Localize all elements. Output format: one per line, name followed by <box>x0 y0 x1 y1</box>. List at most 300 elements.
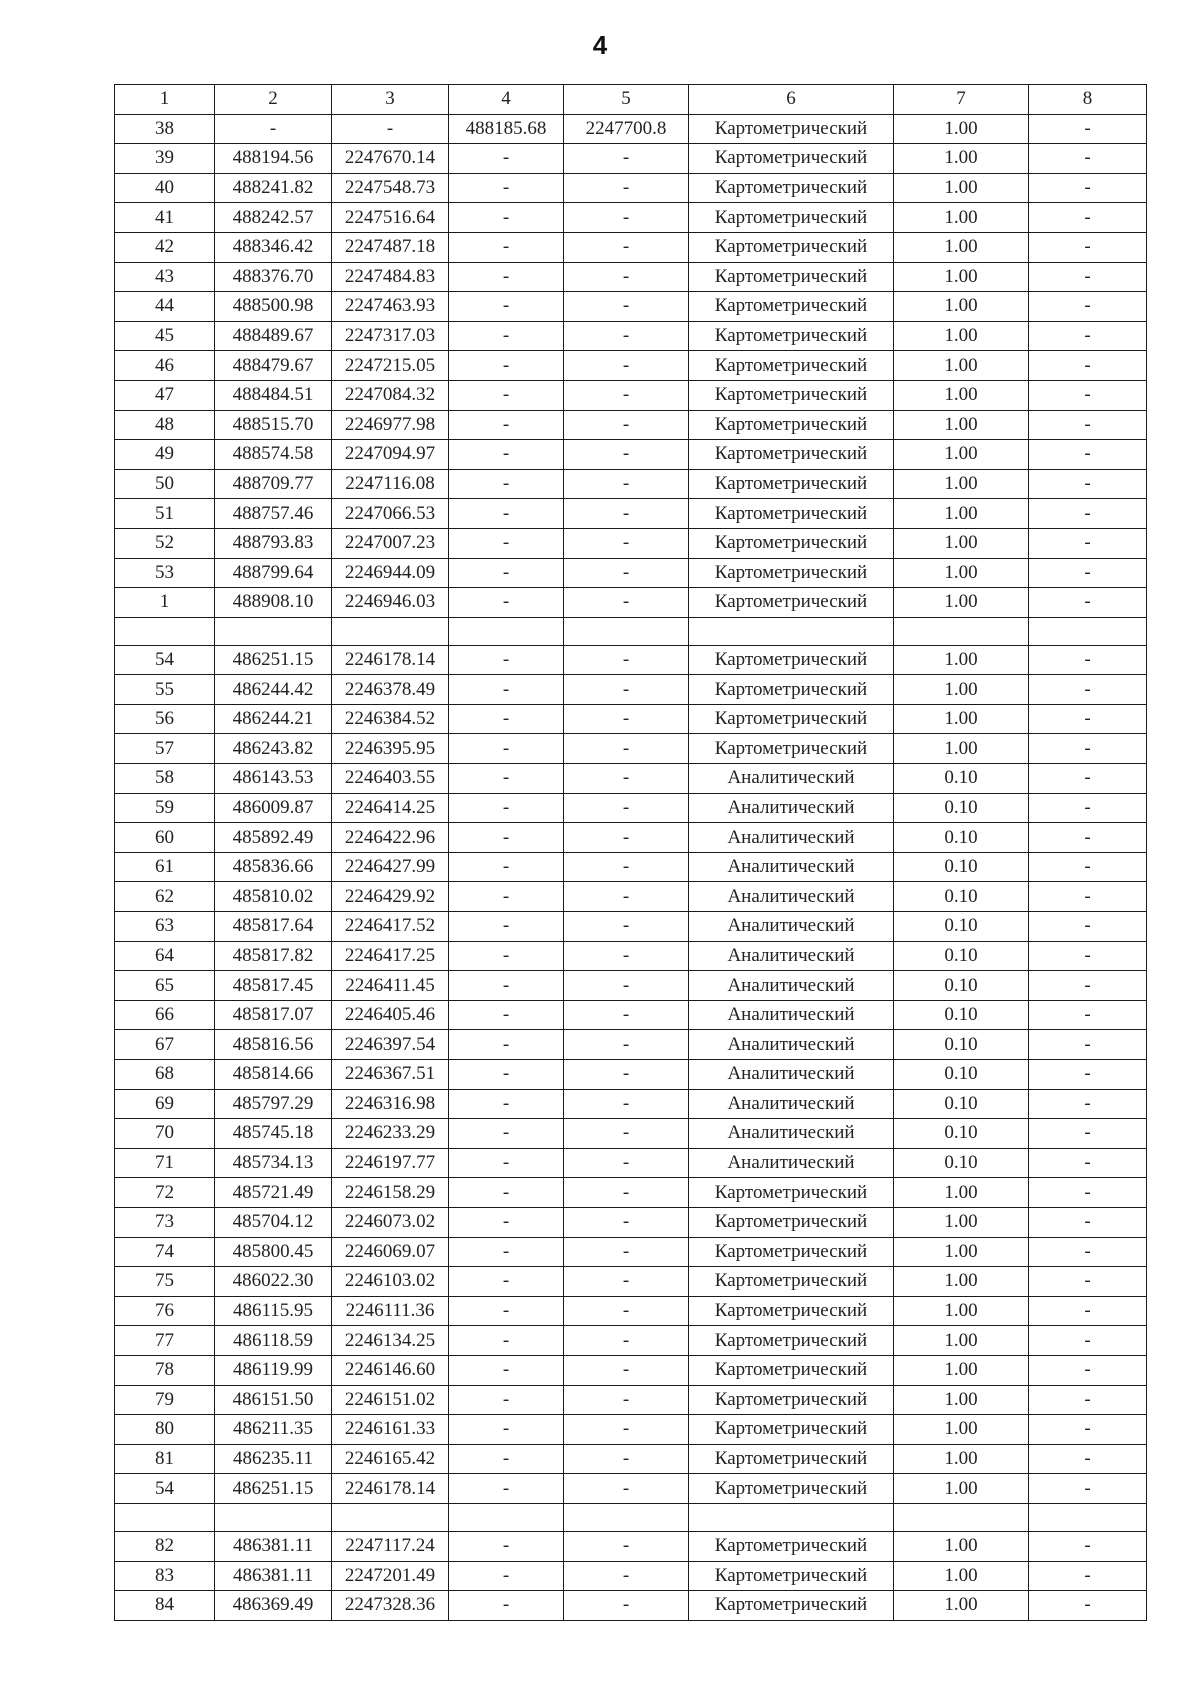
table-cell: - <box>1029 1355 1147 1385</box>
table-cell: 486251.15 <box>215 1474 332 1504</box>
table-cell: - <box>1029 882 1147 912</box>
table-cell: - <box>1029 410 1147 440</box>
table-cell: 1.00 <box>894 675 1029 705</box>
table-cell: - <box>449 1415 564 1445</box>
table-cell: 67 <box>115 1030 215 1060</box>
table-cell: - <box>449 941 564 971</box>
table-cell: 1.00 <box>894 1207 1029 1237</box>
table-cell: 1.00 <box>894 469 1029 499</box>
table-cell <box>332 617 449 645</box>
table-row <box>115 793 1147 823</box>
table-cell: 485817.07 <box>215 1000 332 1030</box>
table-cell: 2246417.52 <box>332 912 449 942</box>
table-cell: - <box>564 499 689 529</box>
table-cell: - <box>564 1385 689 1415</box>
table-cell: 65 <box>115 971 215 1001</box>
table-row <box>115 1444 1147 1474</box>
table-cell: - <box>449 1591 564 1621</box>
table-cell: 2246411.45 <box>332 971 449 1001</box>
table-cell: - <box>1029 232 1147 262</box>
table-cell: - <box>1029 1030 1147 1060</box>
table-cell: Аналитический <box>689 1030 894 1060</box>
table-cell: - <box>564 558 689 588</box>
table-cell: 41 <box>115 203 215 233</box>
table-cell: - <box>564 232 689 262</box>
table-cell: 486251.15 <box>215 645 332 675</box>
table-cell <box>564 617 689 645</box>
table-row <box>115 173 1147 203</box>
table-cell: 2246197.77 <box>332 1148 449 1178</box>
table-cell: - <box>449 1296 564 1326</box>
table-row <box>115 823 1147 853</box>
table-cell: 485721.49 <box>215 1178 332 1208</box>
table-cell: 77 <box>115 1326 215 1356</box>
table-cell: - <box>1029 1531 1147 1561</box>
table-cell: - <box>564 203 689 233</box>
table-cell: 1.00 <box>894 232 1029 262</box>
table-cell: 485836.66 <box>215 852 332 882</box>
table-cell: 488346.42 <box>215 232 332 262</box>
table-cell: 2246316.98 <box>332 1089 449 1119</box>
table-cell: 1.00 <box>894 1474 1029 1504</box>
table-cell: 486119.99 <box>215 1355 332 1385</box>
table-cell: - <box>449 1000 564 1030</box>
table-cell: 486022.30 <box>215 1267 332 1297</box>
table-cell: - <box>564 1561 689 1591</box>
table-cell: 2246417.25 <box>332 941 449 971</box>
table-cell: - <box>564 1355 689 1385</box>
column-header-5: 5 <box>564 85 689 115</box>
table-cell: 485810.02 <box>215 882 332 912</box>
table-cell: 2246429.92 <box>332 882 449 912</box>
table-cell: - <box>449 1385 564 1415</box>
table-cell: - <box>449 882 564 912</box>
table-cell: 1.00 <box>894 292 1029 322</box>
table-cell: - <box>564 1178 689 1208</box>
table-cell: 1.00 <box>894 1591 1029 1621</box>
table-cell: 488515.70 <box>215 410 332 440</box>
table-cell: 0.10 <box>894 882 1029 912</box>
table-cell: - <box>449 499 564 529</box>
table-row <box>115 380 1147 410</box>
table-cell: - <box>564 1296 689 1326</box>
table-cell: 0.10 <box>894 852 1029 882</box>
table-cell: - <box>564 823 689 853</box>
table-cell: - <box>1029 1089 1147 1119</box>
table-cell: 2247116.08 <box>332 469 449 499</box>
table-cell: 1.00 <box>894 203 1029 233</box>
table-cell: 486151.50 <box>215 1385 332 1415</box>
column-header-4: 4 <box>449 85 564 115</box>
table-cell: - <box>449 971 564 1001</box>
table-cell: Аналитический <box>689 1089 894 1119</box>
table-cell: 44 <box>115 292 215 322</box>
table-cell: 58 <box>115 764 215 794</box>
table-cell: 2246073.02 <box>332 1207 449 1237</box>
table-cell: Картометрический <box>689 114 894 144</box>
table-cell: - <box>449 558 564 588</box>
table-cell: - <box>449 262 564 292</box>
table-cell: 485704.12 <box>215 1207 332 1237</box>
table-cell: 59 <box>115 793 215 823</box>
table-cell: - <box>449 1178 564 1208</box>
table-cell: 486115.95 <box>215 1296 332 1326</box>
table-cell <box>449 1503 564 1531</box>
table-cell: - <box>1029 1561 1147 1591</box>
table-row <box>115 528 1147 558</box>
table-cell: - <box>1029 528 1147 558</box>
table-cell: - <box>332 114 449 144</box>
table-cell: - <box>564 645 689 675</box>
table-cell: - <box>564 1237 689 1267</box>
table-cell: - <box>564 469 689 499</box>
table-cell: - <box>1029 351 1147 381</box>
table-cell: 2247700.8 <box>564 114 689 144</box>
separator-row <box>115 617 1147 645</box>
table-cell: 0.10 <box>894 1030 1029 1060</box>
table-cell: - <box>449 764 564 794</box>
table-cell: - <box>1029 558 1147 588</box>
table-cell: 1.00 <box>894 499 1029 529</box>
table-cell: 486143.53 <box>215 764 332 794</box>
table-cell: - <box>449 645 564 675</box>
separator-row <box>115 1503 1147 1531</box>
table-cell: 2246427.99 <box>332 852 449 882</box>
table-row <box>115 1237 1147 1267</box>
table-cell: 1.00 <box>894 1326 1029 1356</box>
table-cell <box>564 1503 689 1531</box>
table-cell: 63 <box>115 912 215 942</box>
table-cell: 1.00 <box>894 734 1029 764</box>
table-cell: 61 <box>115 852 215 882</box>
table-cell: - <box>564 410 689 440</box>
table-cell: 2247487.18 <box>332 232 449 262</box>
table-cell: 75 <box>115 1267 215 1297</box>
table-cell: 2247670.14 <box>332 144 449 174</box>
table-cell: Картометрический <box>689 232 894 262</box>
table-cell: - <box>449 704 564 734</box>
table-cell: 485817.64 <box>215 912 332 942</box>
table-cell: 485800.45 <box>215 1237 332 1267</box>
table-cell: Картометрический <box>689 351 894 381</box>
table-cell: - <box>1029 1237 1147 1267</box>
table-cell: - <box>449 675 564 705</box>
table-cell: 1.00 <box>894 704 1029 734</box>
table-cell: Аналитический <box>689 1119 894 1149</box>
table-row <box>115 588 1147 618</box>
table-cell: 0.10 <box>894 823 1029 853</box>
table-cell: - <box>564 351 689 381</box>
table-cell: 2246134.25 <box>332 1326 449 1356</box>
table-row <box>115 232 1147 262</box>
table-cell: 1.00 <box>894 1267 1029 1297</box>
table-cell: - <box>564 1326 689 1356</box>
table-row <box>115 410 1147 440</box>
table-cell: 485734.13 <box>215 1148 332 1178</box>
table-cell: - <box>1029 1207 1147 1237</box>
table-cell: 488709.77 <box>215 469 332 499</box>
table-cell: 2247117.24 <box>332 1531 449 1561</box>
table-cell: 2246178.14 <box>332 645 449 675</box>
table-cell: 2247066.53 <box>332 499 449 529</box>
table-cell: - <box>1029 1178 1147 1208</box>
table-cell: - <box>449 1531 564 1561</box>
table-cell: Аналитический <box>689 941 894 971</box>
table-cell: - <box>449 173 564 203</box>
table-cell: - <box>1029 675 1147 705</box>
table-cell: 2246977.98 <box>332 410 449 440</box>
table-cell: Картометрический <box>689 469 894 499</box>
table-cell: - <box>449 1267 564 1297</box>
table-cell: - <box>1029 1415 1147 1445</box>
table-cell: Картометрический <box>689 203 894 233</box>
table-cell: - <box>449 528 564 558</box>
table-row <box>115 1474 1147 1504</box>
table-cell: - <box>449 1207 564 1237</box>
table-cell: 488799.64 <box>215 558 332 588</box>
table-cell: 79 <box>115 1385 215 1415</box>
table-cell: 0.10 <box>894 1089 1029 1119</box>
table-cell: 0.10 <box>894 1119 1029 1149</box>
table-row <box>115 941 1147 971</box>
table-cell: 2247463.93 <box>332 292 449 322</box>
table-cell: 2246405.46 <box>332 1000 449 1030</box>
table-cell: - <box>564 1267 689 1297</box>
table-cell: 2247317.03 <box>332 321 449 351</box>
table-cell: 2246367.51 <box>332 1060 449 1090</box>
table-cell: Картометрический <box>689 1415 894 1445</box>
table-cell: 2247548.73 <box>332 173 449 203</box>
table-header-row <box>115 85 1147 115</box>
table-cell: - <box>1029 941 1147 971</box>
table-row <box>115 1089 1147 1119</box>
table-cell: 42 <box>115 232 215 262</box>
table-cell: 0.10 <box>894 941 1029 971</box>
table-cell: Картометрический <box>689 1531 894 1561</box>
table-cell: - <box>1029 793 1147 823</box>
table-cell: 486369.49 <box>215 1591 332 1621</box>
table-cell <box>449 617 564 645</box>
table-cell <box>894 1503 1029 1531</box>
table-cell: - <box>564 941 689 971</box>
table-cell: 55 <box>115 675 215 705</box>
table-cell: 78 <box>115 1355 215 1385</box>
table-cell: - <box>449 410 564 440</box>
table-cell: - <box>564 1207 689 1237</box>
table-cell: - <box>564 528 689 558</box>
table-cell: - <box>449 144 564 174</box>
table-cell: - <box>564 321 689 351</box>
table-cell: 485817.82 <box>215 941 332 971</box>
table-cell: - <box>564 1474 689 1504</box>
table-cell: 52 <box>115 528 215 558</box>
table-cell: 486244.21 <box>215 704 332 734</box>
table-cell: - <box>564 173 689 203</box>
table-row <box>115 1296 1147 1326</box>
table-cell: 2246146.60 <box>332 1355 449 1385</box>
table-cell: - <box>564 912 689 942</box>
table-cell: Аналитический <box>689 882 894 912</box>
table-cell: 83 <box>115 1561 215 1591</box>
table-cell: - <box>1029 321 1147 351</box>
table-cell: 60 <box>115 823 215 853</box>
table-cell: 488500.98 <box>215 292 332 322</box>
table-cell: 485797.29 <box>215 1089 332 1119</box>
table-cell: Аналитический <box>689 1000 894 1030</box>
table-cell: Картометрический <box>689 1207 894 1237</box>
table-cell: - <box>564 1444 689 1474</box>
table-cell: 486235.11 <box>215 1444 332 1474</box>
table-cell: 488242.57 <box>215 203 332 233</box>
table-cell: 486211.35 <box>215 1415 332 1445</box>
table-cell: 2247328.36 <box>332 1591 449 1621</box>
table-cell <box>894 617 1029 645</box>
table-cell: - <box>1029 173 1147 203</box>
table-row <box>115 704 1147 734</box>
table-cell: 488185.68 <box>449 114 564 144</box>
table-cell: - <box>564 440 689 470</box>
table-cell: - <box>1029 1444 1147 1474</box>
table-cell: 66 <box>115 1000 215 1030</box>
table-cell <box>215 617 332 645</box>
table-cell: - <box>1029 1000 1147 1030</box>
table-cell: 1.00 <box>894 173 1029 203</box>
table-cell: - <box>1029 469 1147 499</box>
table-cell: 2246944.09 <box>332 558 449 588</box>
table-cell: 1.00 <box>894 528 1029 558</box>
table-cell: 84 <box>115 1591 215 1621</box>
table-cell: - <box>449 1237 564 1267</box>
table-cell: 2246395.95 <box>332 734 449 764</box>
table-cell: - <box>449 1060 564 1090</box>
table-cell: 1.00 <box>894 1296 1029 1326</box>
table-cell: 488241.82 <box>215 173 332 203</box>
table-cell: 485814.66 <box>215 1060 332 1090</box>
table-cell: - <box>564 1148 689 1178</box>
table-cell: - <box>1029 1474 1147 1504</box>
table-cell: 1.00 <box>894 440 1029 470</box>
table-cell: 488793.83 <box>215 528 332 558</box>
table-row <box>115 1000 1147 1030</box>
table-cell: - <box>449 292 564 322</box>
table-cell <box>1029 1503 1147 1531</box>
table-cell: Картометрический <box>689 645 894 675</box>
table-row <box>115 1326 1147 1356</box>
table-cell: 2246178.14 <box>332 1474 449 1504</box>
table-cell: - <box>564 675 689 705</box>
table-cell: - <box>449 852 564 882</box>
table-row <box>115 1385 1147 1415</box>
table-cell: 76 <box>115 1296 215 1326</box>
table-cell: 1.00 <box>894 351 1029 381</box>
table-cell: 0.10 <box>894 1060 1029 1090</box>
table-row <box>115 1119 1147 1149</box>
table-cell: - <box>1029 1148 1147 1178</box>
table-cell: - <box>449 1444 564 1474</box>
table-cell: - <box>449 380 564 410</box>
table-cell: 485816.56 <box>215 1030 332 1060</box>
table-cell: 47 <box>115 380 215 410</box>
table-cell: Картометрический <box>689 675 894 705</box>
table-cell: 488757.46 <box>215 499 332 529</box>
table-cell: 51 <box>115 499 215 529</box>
table-cell: 57 <box>115 734 215 764</box>
table-cell: 70 <box>115 1119 215 1149</box>
table-cell: 486381.11 <box>215 1561 332 1591</box>
table-cell: - <box>1029 1591 1147 1621</box>
table-cell: 488479.67 <box>215 351 332 381</box>
table-cell: 1.00 <box>894 1385 1029 1415</box>
table-cell: Картометрический <box>689 704 894 734</box>
table-cell: 48 <box>115 410 215 440</box>
table-cell: Картометрический <box>689 1444 894 1474</box>
table-row <box>115 1178 1147 1208</box>
table-cell: 488574.58 <box>215 440 332 470</box>
table-cell: 488908.10 <box>215 588 332 618</box>
table-cell: 2247484.83 <box>332 262 449 292</box>
table-cell: Картометрический <box>689 380 894 410</box>
table-cell: Картометрический <box>689 1561 894 1591</box>
table-cell: 69 <box>115 1089 215 1119</box>
table-cell: - <box>1029 823 1147 853</box>
table-cell: - <box>564 380 689 410</box>
table-cell: 486243.82 <box>215 734 332 764</box>
table-cell: 74 <box>115 1237 215 1267</box>
table-row <box>115 144 1147 174</box>
table-cell: 1.00 <box>894 380 1029 410</box>
table-cell: 1.00 <box>894 1178 1029 1208</box>
table-cell: 0.10 <box>894 912 1029 942</box>
table-cell: - <box>564 1415 689 1445</box>
table-cell: - <box>1029 440 1147 470</box>
table-cell: Картометрический <box>689 1355 894 1385</box>
table-row <box>115 469 1147 499</box>
table-cell: - <box>564 704 689 734</box>
table-cell: - <box>449 440 564 470</box>
table-cell: - <box>449 1119 564 1149</box>
table-cell <box>115 617 215 645</box>
table-cell: 0.10 <box>894 793 1029 823</box>
table-cell: - <box>1029 912 1147 942</box>
table-cell: 80 <box>115 1415 215 1445</box>
table-cell: Картометрический <box>689 410 894 440</box>
table-row <box>115 292 1147 322</box>
table-row <box>115 321 1147 351</box>
table-row <box>115 1060 1147 1090</box>
table-cell: - <box>215 114 332 144</box>
table-cell <box>689 617 894 645</box>
page-number: 4 <box>592 30 608 60</box>
table-cell: 2246946.03 <box>332 588 449 618</box>
table-cell: 43 <box>115 262 215 292</box>
table-row <box>115 1591 1147 1621</box>
column-header-6: 6 <box>689 85 894 115</box>
column-header-3: 3 <box>332 85 449 115</box>
table-cell: 49 <box>115 440 215 470</box>
table-cell: 1.00 <box>894 1355 1029 1385</box>
table-row <box>115 645 1147 675</box>
table-cell: Аналитический <box>689 823 894 853</box>
table-cell: - <box>1029 704 1147 734</box>
table-cell: Картометрический <box>689 262 894 292</box>
table-row <box>115 852 1147 882</box>
table-cell: - <box>1029 1296 1147 1326</box>
table-cell: 1.00 <box>894 588 1029 618</box>
table-cell: Аналитический <box>689 971 894 1001</box>
table-cell: 45 <box>115 321 215 351</box>
table-cell: 0.10 <box>894 971 1029 1001</box>
table-cell: 2246397.54 <box>332 1030 449 1060</box>
